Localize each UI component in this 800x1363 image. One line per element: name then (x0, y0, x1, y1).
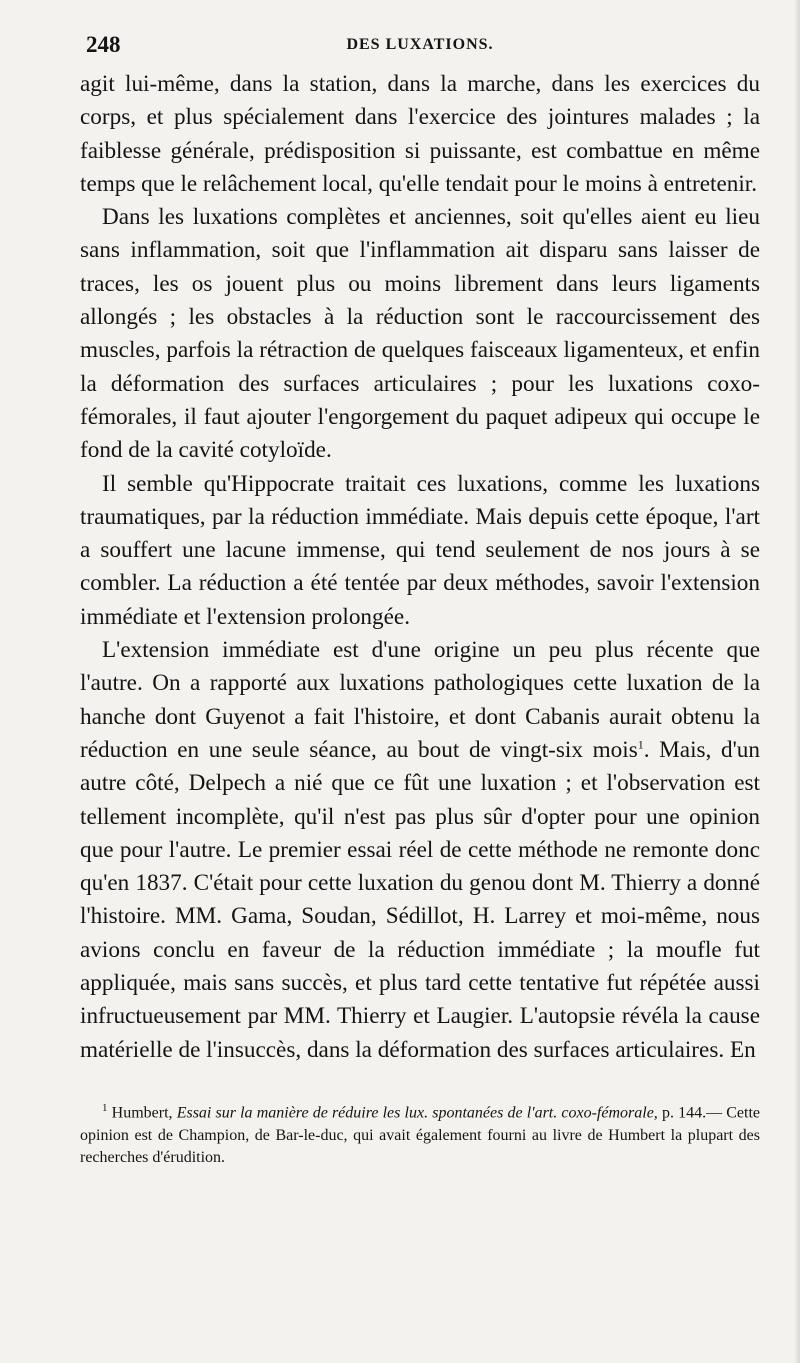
page-edge-shadow (794, 0, 800, 1363)
paragraph-4 (80, 634, 760, 1067)
paragraph-3: Il semble qu'Hippocrate traitait ces luxations, comme les luxations traumatiques, par la réduction immédiate. Mais depuis cette époque, l'art a souffert une lacune immense, qui tend seulement de nos jours à se combler. La réduction a été tentée par deux méthodes, savoir l'extension immédiate et l'extension prolongée. (80, 470, 760, 630)
footnote-reference: 1 (637, 737, 644, 752)
footnote-1 (80, 1097, 760, 1170)
footnotes (80, 1097, 760, 1170)
body-text (80, 68, 760, 1067)
footnote-mark: 1 (102, 1101, 108, 1114)
footnote-title: Essai sur la manière de réduire les lux. spontanées de l'art. coxo-fémorale, (176, 1104, 658, 1122)
footnote-text: p. 144.— Cette opinion est de Champion, de Bar-le-duc, qui avait également fourni au livre de Humbert la plupart des recherches d'érudition. (80, 1104, 761, 1167)
page-header (80, 28, 760, 68)
running-head: DES LUXATIONS. (346, 36, 494, 53)
paragraph-2: Dans les luxations complètes et anciennes, soit qu'elles aient eu lieu sans inflammation, soit que l'inflammation ait disparu sans laisser de traces, les os jouent plus ou moins librement dans leurs ligaments allongés ; les obstacles à la réduction sont le raccourcissement des muscles, parfois la rétraction de quelques faisceaux ligamenteux, et enfin la déformation des surfaces articulaires ; pour les luxations coxo-fémorales, il faut ajouter l'engorgement du paquet adipeux qui occupe le fond de la cavité cotyloïde. (80, 204, 760, 464)
page-number: 248 (86, 32, 121, 57)
footnote-author: Humbert, (111, 1104, 173, 1122)
paragraph-1: agit lui-même, dans la station, dans la marche, dans les exercices du corps, et plus spécialement dans l'exercice des jointures malades ; la faiblesse générale, prédisposition si puissante, est combattue en même temps que le relâchement local, qu'elle tendait pour le moins à entretenir. (80, 71, 760, 197)
paragraph-4-part-1: L'extension immédiate est d'une origine un peu plus récente que l'autre. On a rapporté aux luxations pathologiques cette luxation de la hanche dont Guyenot a fait l'histoire, et dont Cabanis aurait obtenu la réduction en une seule séance, au bout de vingt-six mois (80, 637, 760, 763)
paragraph-4-part-2: . Mais, d'un autre côté, Delpech a nié que ce fût une luxation ; et l'observation est tellement incomplète, qu'il n'est pas plus sûr d'opter pour une opinion que pour l'autre. Le premier essai réel de cette méthode ne remonte donc qu'en 1837. C'était pour cette luxation du genou dont M. Thierry a donné l'histoire. MM. Gama, Soudan, Sédillot, H. Larrey et moi-même, nous avions conclu en faveur de la réduction immédiate ; la moufle fut appliquée, mais sans succès, et plus tard cette tentative fut répétée aussi infructueusement par MM. Thierry et Laugier. L'autopsie révéla la cause matérielle de l'insuccès, dans la déformation des surfaces articulaires. En (80, 736, 760, 1063)
